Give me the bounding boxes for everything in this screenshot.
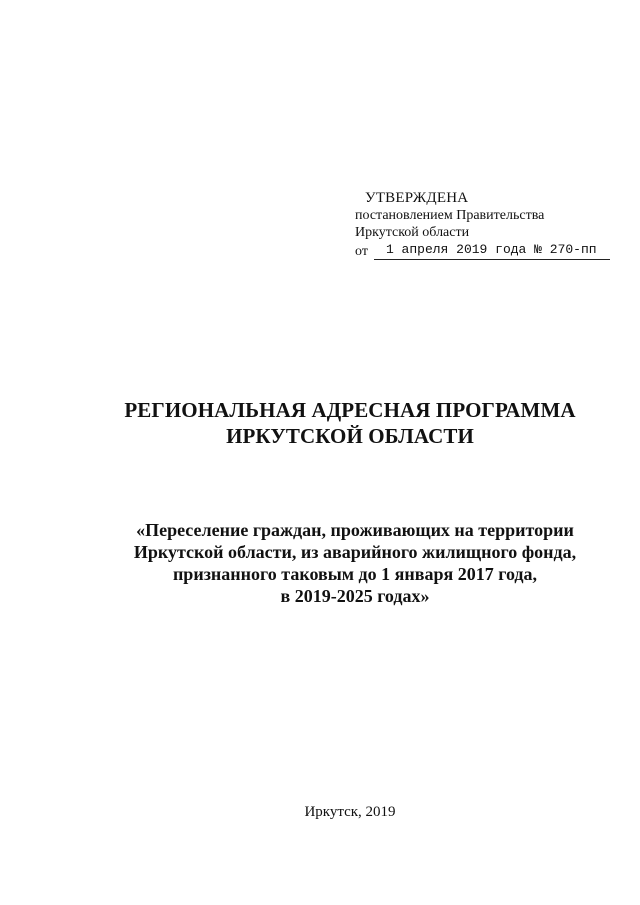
program-subtitle-line-4: в 2019-2025 годах» <box>280 586 430 606</box>
program-subtitle <box>60 519 640 607</box>
approval-block <box>355 190 615 260</box>
program-title-line-1: РЕГИОНАЛЬНАЯ АДРЕСНАЯ ПРОГРАММА <box>124 398 576 422</box>
approval-heading: УТВЕРЖДЕНА <box>365 190 469 206</box>
approval-date-number: 1 апреля 2019 года № 270-пп <box>374 242 610 260</box>
program-title-line-2: ИРКУТСКОЙ ОБЛАСТИ <box>226 424 474 448</box>
approval-date-prefix: от <box>355 244 368 259</box>
approval-region: Иркутской области <box>355 225 470 240</box>
program-subtitle-line-1: «Переселение граждан, проживающих на территории <box>136 520 574 540</box>
program-subtitle-line-2: Иркутской области, из аварийного жилищного фонда, <box>133 542 577 562</box>
place-and-year: Иркутск, 2019 <box>304 804 396 820</box>
program-subtitle-line-3: признанного таковым до 1 января 2017 года, <box>172 564 538 584</box>
program-title <box>60 397 640 449</box>
approval-issuer: постановлением Правительства <box>355 208 545 223</box>
approval-date-line <box>355 242 615 260</box>
